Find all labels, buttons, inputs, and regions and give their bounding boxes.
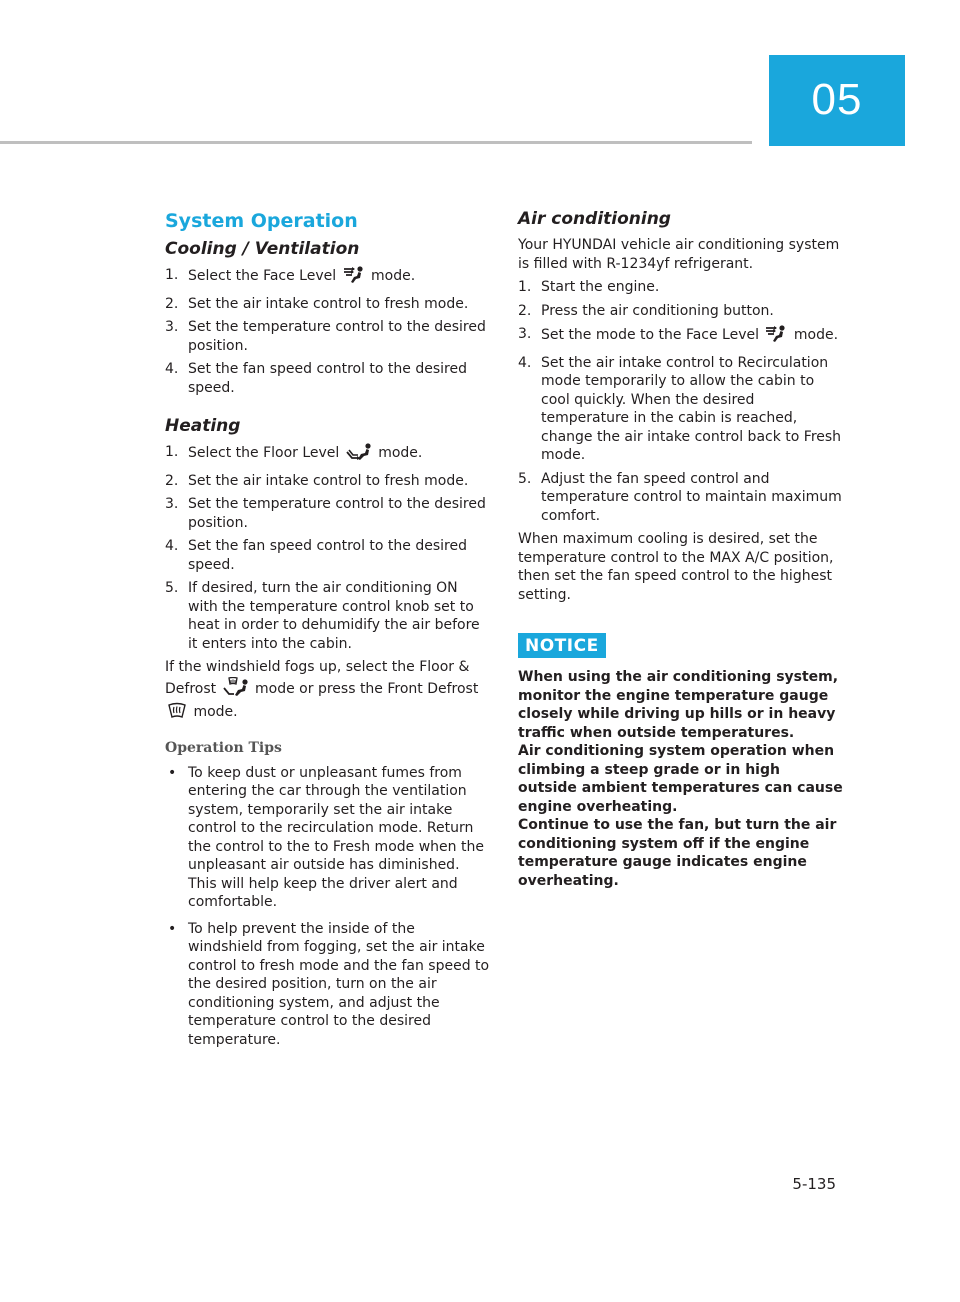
max-cooling-note: When maximum cooling is desired, set the temperature control to the MAX A/C position, then set the fan speed control to the highest setting.	[518, 531, 834, 603]
notice-label: NOTICE	[518, 633, 606, 658]
defrost-note	[165, 658, 490, 726]
tip-text: To keep dust or unpleasant fumes from entering the car through the ventilation system, temporarily set the air intake control to the recirculation mode. Return the control to the to Fresh mode when the unpleasant air outside has diminished. This will help keep the driver alert and comfortable.	[188, 764, 484, 910]
ac-intro: Your HYUNDAI vehicle air conditioning system is filled with R-1234yf refrigerant.	[518, 237, 840, 272]
right-column	[518, 208, 843, 890]
step-text: mode.	[789, 327, 839, 343]
step-text: Set the temperature control to the desired position.	[188, 496, 486, 531]
step-text: Select the Floor Level	[188, 445, 344, 461]
ac-title: Air conditioning	[518, 209, 671, 229]
face-level-icon	[343, 266, 365, 290]
step-number: 1.	[165, 444, 179, 460]
step-number: 5.	[165, 580, 179, 596]
list-item	[165, 579, 490, 653]
list-item	[165, 472, 490, 491]
list-item	[165, 537, 490, 574]
step-text: Set the air intake control to fresh mode.	[188, 295, 469, 312]
step-text: Set the mode to the Face Level	[541, 327, 764, 343]
step-text: Press the air conditioning button.	[541, 302, 774, 319]
cooling-steps	[165, 266, 490, 397]
step-text: Set the air intake control to fresh mode.	[188, 472, 469, 489]
list-item	[165, 920, 490, 1050]
chapter-tab	[769, 55, 905, 146]
list-item	[165, 266, 490, 290]
floor-defrost-icon	[223, 677, 249, 703]
chapter-number: 05	[811, 75, 863, 124]
list-item	[165, 764, 490, 912]
step-number: 4.	[165, 538, 179, 554]
list-item	[165, 318, 490, 355]
left-column	[165, 208, 490, 1057]
heating-title: Heating	[165, 416, 241, 436]
list-item	[518, 354, 843, 465]
step-text: mode.	[373, 445, 423, 461]
bullet: •	[168, 920, 177, 937]
step-text: Start the engine.	[541, 279, 660, 295]
tips-title: Operation Tips	[165, 739, 282, 756]
floor-level-icon	[346, 443, 372, 467]
list-item	[518, 278, 843, 297]
list-item	[518, 470, 843, 526]
front-defrost-icon	[167, 702, 187, 726]
step-number: 2.	[165, 472, 179, 489]
step-text: Set the temperature control to the desired position.	[188, 319, 486, 354]
step-text: If desired, turn the air conditioning ON with the temperature control knob set to heat in order to dehumidify the air before it enters into the cabin.	[188, 580, 480, 652]
header-rule	[0, 141, 752, 144]
notice-paragraph: Air conditioning system operation when climbing a steep grade or in high outside ambient temperatures can cause engine overheating.	[518, 743, 843, 815]
cooling-title: Cooling / Ventilation	[165, 239, 360, 259]
step-text: Set the fan speed control to the desired speed.	[188, 538, 467, 573]
step-number: 3.	[165, 319, 179, 335]
list-item	[165, 495, 490, 532]
list-item	[165, 443, 490, 467]
notice-paragraph: When using the air conditioning system, monitor the engine temperature gauge closely while driving up hills or in heavy traffic when outside temperatures.	[518, 669, 839, 741]
step-number: 4.	[518, 354, 532, 371]
step-number: 3.	[518, 326, 532, 342]
bullet: •	[168, 764, 177, 781]
notice-paragraph: Continue to use the fan, but turn the air conditioning system off if the engine temperature gauge indicates engine overheating.	[518, 817, 837, 889]
step-text: Adjust the fan speed control and temperature control to maintain maximum comfort.	[541, 470, 842, 524]
step-number: 2.	[165, 295, 179, 312]
note-text: If the windshield fogs up, select the Floor & Defrost	[165, 659, 470, 697]
step-text: Set the air intake control to Recirculation mode temporarily to allow the cabin to cool quickly. When the desired temperature in the cabin is reached, change the air intake control back to Fresh mode.	[541, 354, 842, 463]
heating-steps	[165, 443, 490, 653]
page-number: 5-135	[792, 1175, 836, 1193]
tips-list	[165, 764, 490, 1050]
step-text: Select the Face Level	[188, 268, 341, 284]
step-text: Set the fan speed control to the desired speed.	[188, 361, 467, 396]
step-number: 4.	[165, 361, 179, 377]
list-item	[518, 325, 843, 349]
list-item	[165, 360, 490, 397]
face-level-icon	[765, 325, 787, 349]
step-number: 5.	[518, 470, 532, 487]
step-number: 3.	[165, 496, 179, 512]
step-number: 1.	[518, 279, 532, 295]
section-title: System Operation	[165, 210, 358, 232]
note-text: mode.	[189, 704, 238, 720]
note-text: mode or press the Front Defrost	[250, 680, 479, 697]
step-number: 1.	[165, 267, 179, 283]
tip-text: To help prevent the inside of the windshield from fogging, set the air intake control to fresh mode and the fan speed to the desired position, turn on the air conditioning system, and adjust the temperature control to the desired temperature.	[188, 920, 490, 1048]
list-item	[518, 302, 843, 321]
list-item	[165, 295, 490, 314]
step-number: 2.	[518, 302, 532, 319]
ac-steps	[518, 278, 843, 525]
step-text: mode.	[366, 268, 416, 284]
